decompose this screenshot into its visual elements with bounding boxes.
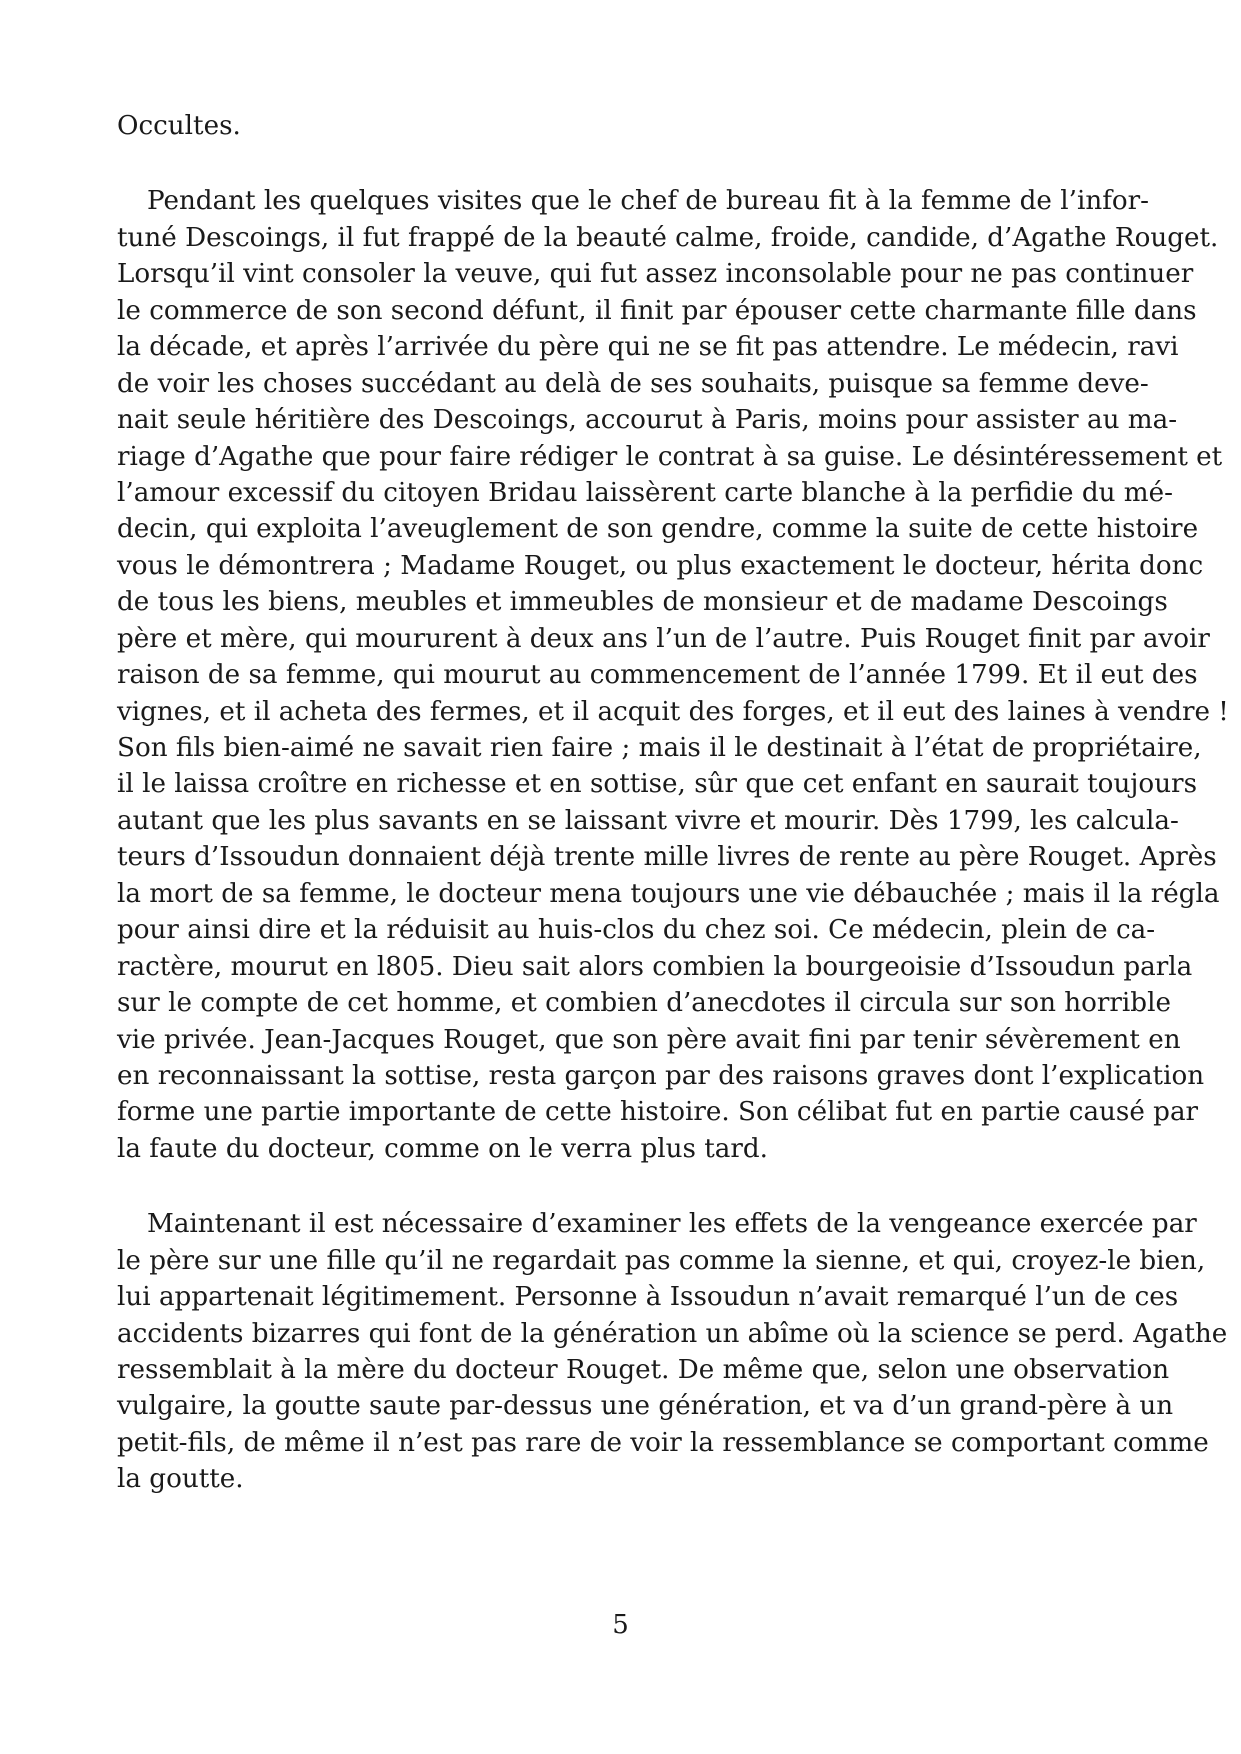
text-line: père et mère, qui moururent à deux ans l’un de l’autre. Puis Rouget finit par avoir xyxy=(117,623,1210,654)
paragraph-spacer xyxy=(117,144,1120,183)
text-line: Lorsqu’il vint consoler la veuve, qui fut assez inconsolable pour ne pas continuer xyxy=(117,259,1194,290)
text-line: de voir les choses succédant au delà de ses souhaits, puisque sa femme deve- xyxy=(117,368,1149,399)
text-line: raison de sa femme, qui mourut au commencement de l’année 1799. Et il eut des xyxy=(117,660,1198,691)
text-line: le commerce de son second défunt, il finit par épouser cette charmante fille dans xyxy=(117,295,1197,326)
text-line: il le laissa croître en richesse et en sottise, sûr que cet enfant en saurait toujours xyxy=(117,769,1198,800)
page-number: 5 xyxy=(612,1610,629,1640)
text-line: vous le démontrera ; Madame Rouget, ou plus exactement le docteur, hérita donc xyxy=(117,550,1204,581)
text-line: autant que les plus savants en se laissant vivre et mourir. Dès 1799, les calcula- xyxy=(117,805,1179,836)
paragraph-fragment: Occultes. xyxy=(117,111,241,141)
text-line: teurs d’Issoudun donnaient déjà trente mille livres de rente au père Rouget. Après xyxy=(117,842,1217,873)
text-line: vie privée. Jean-Jacques Rouget, que son père avait fini par tenir sévèrement en xyxy=(117,1024,1181,1055)
text-line: la décade, et après l’arrivée du père qui ne se fit pas attendre. Le médecin, ravi xyxy=(117,332,1179,363)
text-line: petit-fils, de même il n’est pas rare de voir la ressemblance se comportant comme xyxy=(117,1427,1209,1458)
paragraph-spacer xyxy=(117,1167,1120,1206)
text-line: en reconnaissant la sottise, resta garçon par des raisons graves dont l’explication xyxy=(117,1060,1205,1091)
text-line: la goutte. xyxy=(117,1464,244,1495)
text-line: ractère, mourut en l805. Dieu sait alors combien la bourgeoisie d’Issoudun parla xyxy=(117,951,1193,982)
text-line: Pendant les quelques visites que le chef de bureau fit à la femme de l’infor- xyxy=(147,186,1150,217)
text-line: decin, qui exploita l’aveuglement de son gendre, comme la suite de cette histoire xyxy=(117,514,1199,545)
text-line: nait seule héritière des Descoings, accourut à Paris, moins pour assister au ma- xyxy=(117,405,1178,436)
text-line: riage d’Agathe que pour faire rédiger le contrat à sa guise. Le désintéressement et xyxy=(117,441,1223,472)
text-line: accidents bizarres qui font de la génération un abîme où la science se perd. Agathe xyxy=(117,1318,1228,1349)
text-line: le père sur une fille qu’il ne regardait pas comme la sienne, et qui, croyez-le bien, xyxy=(117,1245,1206,1276)
text-line: de tous les biens, meubles et immeubles de monsieur et de madame Descoings xyxy=(117,587,1168,618)
text-line: vignes, et il acheta des fermes, et il acquit des forges, et il eut des laines à vendre ! xyxy=(117,696,1229,727)
text-line: sur le compte de cet homme, et combien d’anecdotes il circula sur son horrible xyxy=(117,988,1171,1019)
text-line: Son fils bien-aimé ne savait rien faire ; mais il le destinait à l’état de propriétaire, xyxy=(117,733,1202,763)
text-line: tuné Descoings, il fut frappé de la beauté calme, froide, candide, d’Agathe Rouget. xyxy=(117,222,1219,253)
text-line: l’amour excessif du citoyen Bridau laissèrent carte blanche à la perfidie du mé- xyxy=(117,477,1173,508)
text-line: lui appartenait légitimement. Personne à Issoudun n’avait remarqué l’un de ces xyxy=(117,1282,1179,1313)
paragraph-2 xyxy=(117,1206,1228,1498)
text-line: vulgaire, la goutte saute par-dessus une génération, et va d’un grand-père à un xyxy=(117,1391,1174,1422)
text-line: ressemblait à la mère du docteur Rouget. De même que, selon une observation xyxy=(117,1355,1170,1385)
paragraph-1 xyxy=(117,183,1229,1167)
text-line: forme une partie importante de cette histoire. Son célibat fut en partie causé par xyxy=(117,1097,1199,1128)
page-body xyxy=(117,108,1229,1498)
text-line: la faute du docteur, comme on le verra plus tard. xyxy=(117,1133,769,1164)
text-line: pour ainsi dire et la réduisit au huis-clos du chez soi. Ce médecin, plein de ca- xyxy=(117,915,1156,946)
text-line: la mort de sa femme, le docteur mena toujours une vie débauchée ; mais il la régla xyxy=(117,878,1220,909)
text-line: Maintenant il est nécessaire d’examiner les effets de la vengeance exercée par xyxy=(147,1209,1197,1240)
